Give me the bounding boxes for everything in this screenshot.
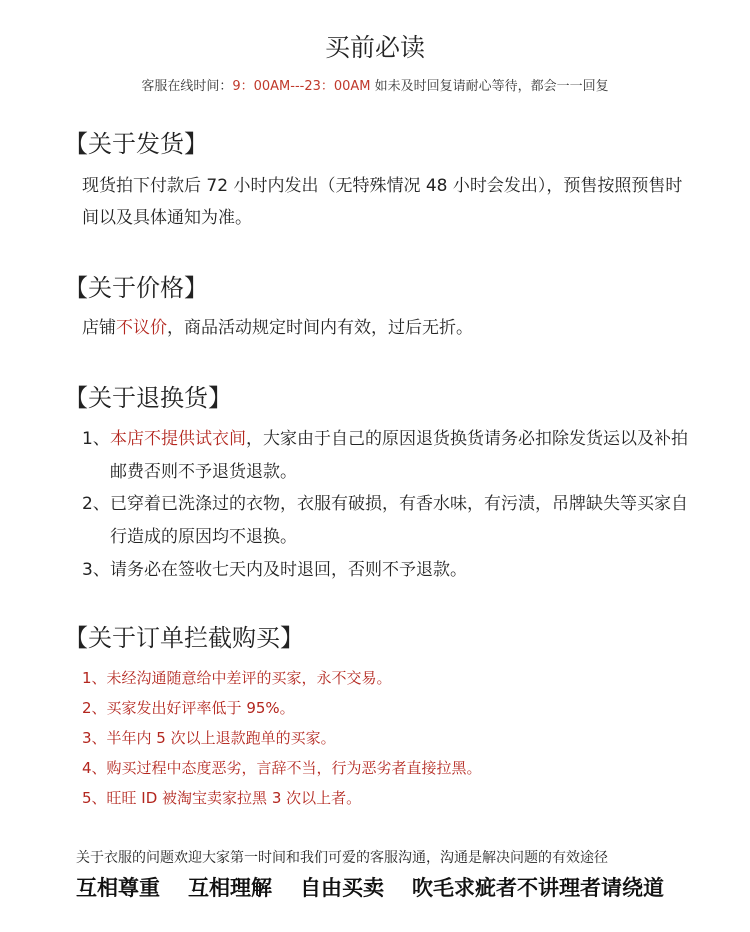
- intercept-heading: 【关于订单拦截购买】: [64, 624, 304, 652]
- returns-item-2: [82, 488, 692, 554]
- price-text: [82, 312, 692, 344]
- footer-slogan: 互相理解: [188, 876, 272, 900]
- intercept-item: 1、未经沟通随意给中差评的买家，永不交易。: [82, 669, 392, 687]
- returns-item-number: 3、: [82, 560, 110, 580]
- intercept-item: 5、旺旺 ID 被淘宝卖家拉黑 3 次以上者。: [82, 789, 362, 807]
- service-hours-line: [0, 78, 750, 96]
- price-text-before: 店铺: [82, 318, 116, 338]
- page-title: 买前必读: [324, 33, 425, 62]
- returns-item-text: ，大家由于自己的原因退货换货请务必扣除发货运以及补拍邮费否则不予退货退款。: [110, 429, 688, 482]
- price-no-bargain: 不议价: [116, 318, 167, 338]
- returns-item-text: 已穿着已洗涤过的衣物，衣服有破损，有香水味，有污渍，吊牌缺失等买家自行造成的原因均不退换。: [110, 494, 688, 547]
- service-hours-prefix: 客服在线时间：: [141, 79, 233, 94]
- intercept-item: 4、购买过程中态度恶劣，言辞不当，行为恶劣者直接拉黑。: [82, 759, 482, 777]
- shipping-heading: 【关于发货】: [64, 130, 208, 158]
- footer-slogan: 自由买卖: [300, 876, 384, 900]
- intercept-item: 3、半年内 5 次以上退款跑单的买家。: [82, 729, 336, 747]
- returns-item-content: [82, 488, 692, 554]
- intercept-item: 2、买家发出好评率低于 95%。: [82, 699, 295, 717]
- returns-item-content: [82, 554, 692, 587]
- footer-slogan: 吹毛求疵者不讲理者请绕道: [412, 876, 664, 900]
- returns-item-number: 2、: [82, 494, 110, 514]
- shipping-text: 现货拍下付款后 72 小时内发出（无特殊情况 48 小时会发出），预售按照预售时间以及具体通知为准。: [82, 176, 683, 228]
- returns-item-content: [82, 423, 692, 489]
- returns-item-text: 请务必在签收七天内及时退回，否则不予退款。: [110, 560, 467, 580]
- price-heading: 【关于价格】: [64, 274, 208, 302]
- returns-heading: 【关于退换货】: [64, 384, 232, 412]
- service-hours-suffix: 如未及时回复请耐心等待，都会一一回复: [370, 79, 609, 94]
- returns-item-number: 1、: [82, 429, 110, 449]
- returns-item-1: [82, 423, 692, 489]
- footer-slogan: 互相尊重: [76, 876, 160, 900]
- price-text-after: ，商品活动规定时间内有效，过后无折。: [167, 318, 473, 338]
- returns-item-3: [82, 554, 692, 587]
- service-hours-value: 9：00AM---23：00AM: [232, 79, 371, 94]
- footer-note: 关于衣服的问题欢迎大家第一时间和我们可爱的客服沟通，沟通是解决问题的有效途径: [76, 850, 608, 866]
- returns-no-fitting-room: 本店不提供试衣间: [110, 429, 246, 449]
